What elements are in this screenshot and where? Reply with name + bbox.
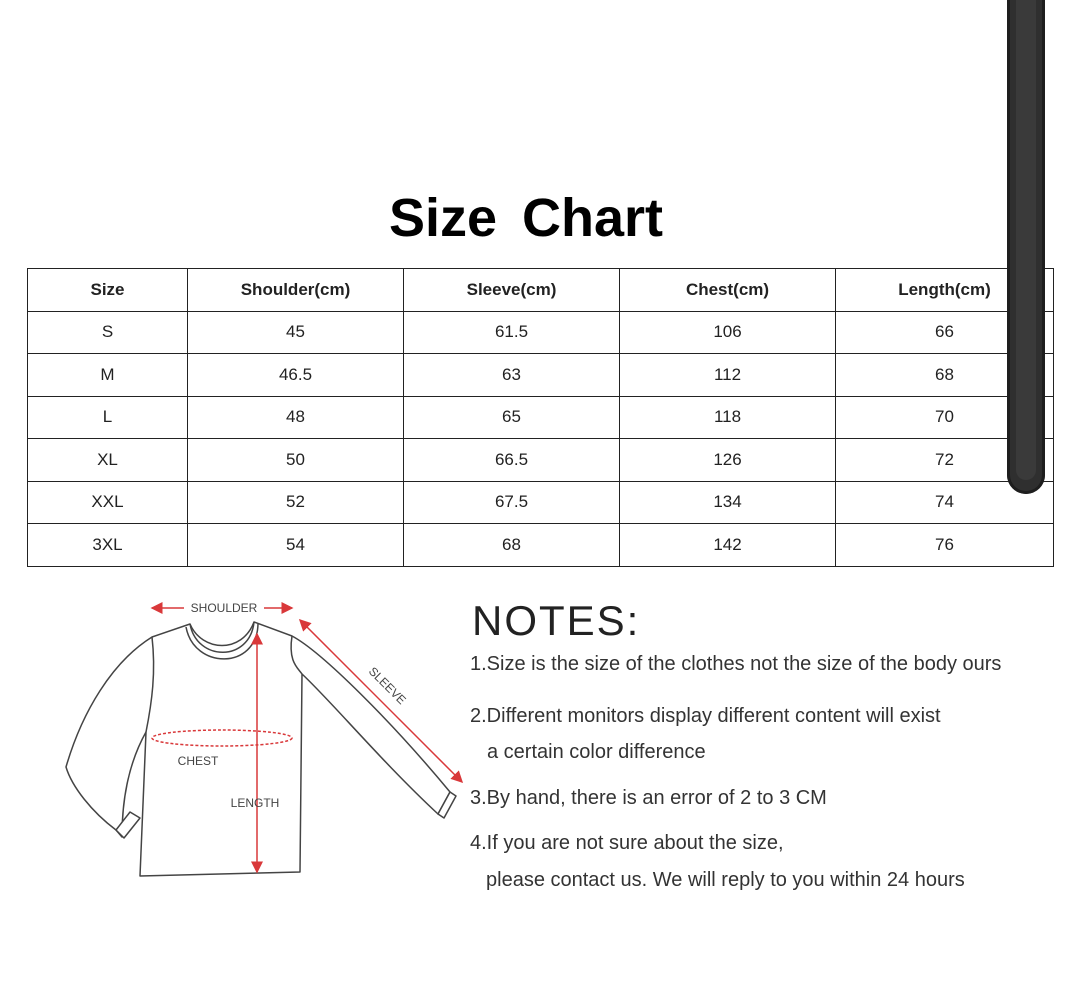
note-2-continued: a certain color difference [487,741,706,763]
header-chest: Chest(cm) [620,269,836,312]
cell-size: XL [28,439,188,482]
cell-length: 66 [836,311,1054,354]
cell-chest: 126 [620,439,836,482]
scrollbar-thumb[interactable] [1016,0,1036,480]
note-1: 1.Size is the size of the clothes not the size of the body ours [470,653,1002,675]
cell-size: L [28,396,188,439]
cell-sleeve: 68 [404,524,620,567]
cell-chest: 106 [620,311,836,354]
size-table [27,268,1054,567]
cell-sleeve: 65 [404,396,620,439]
cell-size: 3XL [28,524,188,567]
table-header-row [28,269,1054,312]
cell-shoulder: 52 [188,481,404,524]
header-length: Length(cm) [836,269,1054,312]
header-shoulder: Shoulder(cm) [188,269,404,312]
cell-size: M [28,354,188,397]
sleeve-label: SLEEVE [365,664,409,708]
table-row [28,439,1054,482]
note-2: 2.Different monitors display different content will exist [470,705,941,727]
table-row [28,354,1054,397]
page-title: Size Chart [388,188,664,248]
shirt-diagram [52,592,472,897]
cell-sleeve: 63 [404,354,620,397]
note-3: 3.By hand, there is an error of 2 to 3 CM [470,787,827,809]
cell-length: 74 [836,481,1054,524]
cell-length: 70 [836,396,1054,439]
cell-chest: 142 [620,524,836,567]
shirt-outline [66,622,456,876]
chest-label: CHEST [177,754,219,768]
cell-chest: 118 [620,396,836,439]
note-4: 4.If you are not sure about the size, [470,832,784,854]
cell-chest: 134 [620,481,836,524]
shoulder-label: SHOULDER [190,601,258,615]
cell-size: XXL [28,481,188,524]
table-row [28,396,1054,439]
table-row [28,524,1054,567]
cell-length: 76 [836,524,1054,567]
table-row [28,481,1054,524]
cell-length: 68 [836,354,1054,397]
cell-sleeve: 66.5 [404,439,620,482]
header-sleeve: Sleeve(cm) [404,269,620,312]
cell-shoulder: 46.5 [188,354,404,397]
cell-length: 72 [836,439,1054,482]
scrollbar[interactable] [1007,0,1045,494]
cell-size: S [28,311,188,354]
cell-sleeve: 67.5 [404,481,620,524]
cell-shoulder: 48 [188,396,404,439]
cell-shoulder: 54 [188,524,404,567]
header-size: Size [28,269,188,312]
notes-heading: NOTES: [472,597,641,644]
cell-chest: 112 [620,354,836,397]
note-4-continued: please contact us. We will reply to you within 24 hours [486,869,965,891]
length-label: LENGTH [230,796,280,810]
cell-sleeve: 61.5 [404,311,620,354]
table-row [28,311,1054,354]
cell-shoulder: 50 [188,439,404,482]
cell-shoulder: 45 [188,311,404,354]
